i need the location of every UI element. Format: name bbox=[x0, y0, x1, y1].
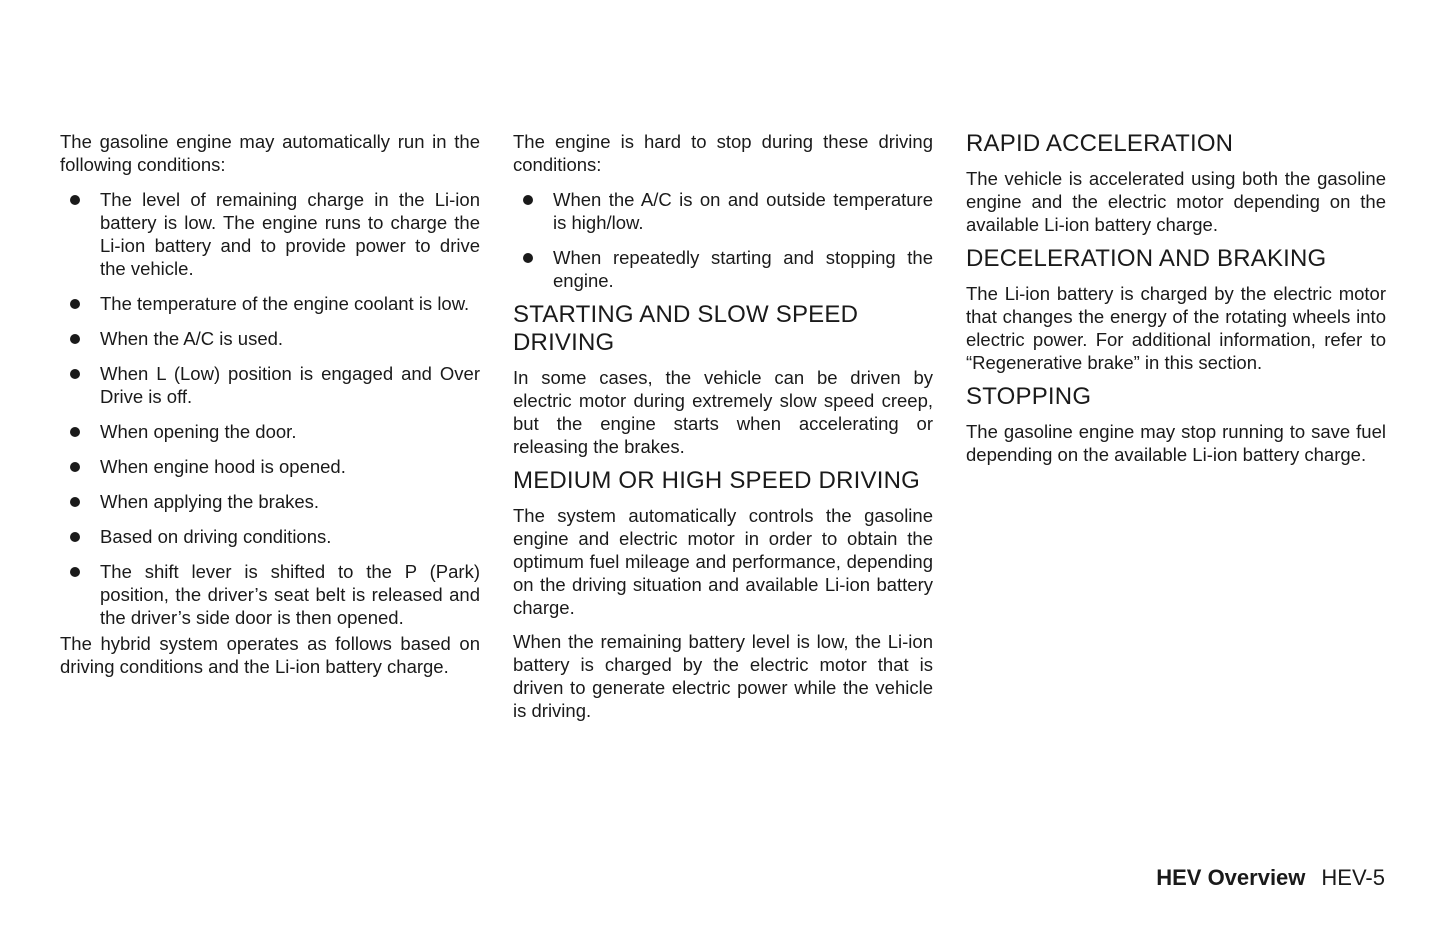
engine-run-conditions-list bbox=[60, 188, 480, 629]
bullet-icon bbox=[70, 532, 80, 542]
bullet-icon bbox=[70, 567, 80, 577]
section-body: The gasoline engine may stop running to save fuel depending on the available Li-ion battery charge. bbox=[966, 421, 1386, 465]
bullet-icon bbox=[523, 253, 533, 263]
list-item: When engine hood is opened. bbox=[60, 455, 480, 478]
section-body: The system automatically controls the gasoline engine and electric motor in order to obtain the optimum fuel mileage and performance, depending on the driving situation and available Li-ion battery charge. bbox=[513, 505, 933, 618]
bullet-icon bbox=[70, 334, 80, 344]
section-heading-deceleration-braking: DECELERATION AND BRAKING bbox=[966, 245, 1327, 272]
section-heading-rapid-acceleration: RAPID ACCELERATION bbox=[966, 130, 1234, 157]
footer-section-title: HEV Overview bbox=[1156, 865, 1306, 890]
section-body: The Li-ion battery is charged by the electric motor that changes the energy of the rotating wheels into electric power. For additional information, refer to “Regenerative brake” in this section. bbox=[966, 283, 1386, 373]
list-item: The temperature of the engine coolant is low. bbox=[60, 292, 480, 315]
bullet-icon bbox=[70, 195, 80, 205]
engine-hard-to-stop-list bbox=[513, 188, 933, 292]
section-heading-starting-slow-speed: STARTING AND SLOW SPEED DRIVING bbox=[513, 301, 859, 356]
section-heading-medium-high-speed: MEDIUM OR HIGH SPEED DRIVING bbox=[513, 467, 920, 494]
list-item: Based on driving conditions. bbox=[60, 525, 480, 548]
list-item: When the A/C is on and outside temperature is high/low. bbox=[513, 188, 933, 234]
section-heading-stopping: STOPPING bbox=[966, 383, 1092, 410]
list-item: When applying the brakes. bbox=[60, 490, 480, 513]
section-body: In some cases, the vehicle can be driven by electric motor during extremely slow speed creep, but the engine starts when accelerating or releasing the brakes. bbox=[513, 367, 933, 457]
bullet-icon bbox=[70, 427, 80, 437]
bullet-icon bbox=[70, 462, 80, 472]
bullet-icon bbox=[70, 369, 80, 379]
intro-paragraph: The engine is hard to stop during these driving conditions: bbox=[513, 131, 933, 175]
list-item: When opening the door. bbox=[60, 420, 480, 443]
closing-paragraph: The hybrid system operates as follows based on driving conditions and the Li-ion battery charge. bbox=[60, 633, 480, 677]
page-footer bbox=[1156, 864, 1385, 892]
section-body: When the remaining battery level is low, the Li-ion battery is charged by the electric motor that is driven to generate electric power while the vehicle is driving. bbox=[513, 631, 933, 721]
column-left bbox=[60, 130, 480, 678]
list-item: When L (Low) position is engaged and Over Drive is off. bbox=[60, 362, 480, 408]
column-right bbox=[966, 130, 1386, 466]
list-item: When repeatedly starting and stopping the engine. bbox=[513, 246, 933, 292]
bullet-icon bbox=[523, 195, 533, 205]
list-item: The level of remaining charge in the Li-ion battery is low. The engine runs to charge the Li-ion battery and to provide power to drive the vehicle. bbox=[60, 188, 480, 280]
section-body: The vehicle is accelerated using both the gasoline engine and the electric motor depending on the available Li-ion battery charge. bbox=[966, 168, 1386, 235]
list-item: When the A/C is used. bbox=[60, 327, 480, 350]
bullet-icon bbox=[70, 497, 80, 507]
bullet-icon bbox=[70, 299, 80, 309]
list-item: The shift lever is shifted to the P (Park) position, the driver’s seat belt is released and the driver’s side door is then opened. bbox=[60, 560, 480, 629]
column-middle bbox=[513, 130, 933, 722]
intro-paragraph: The gasoline engine may automatically run in the following conditions: bbox=[60, 131, 480, 175]
page-number: HEV-5 bbox=[1321, 865, 1385, 890]
